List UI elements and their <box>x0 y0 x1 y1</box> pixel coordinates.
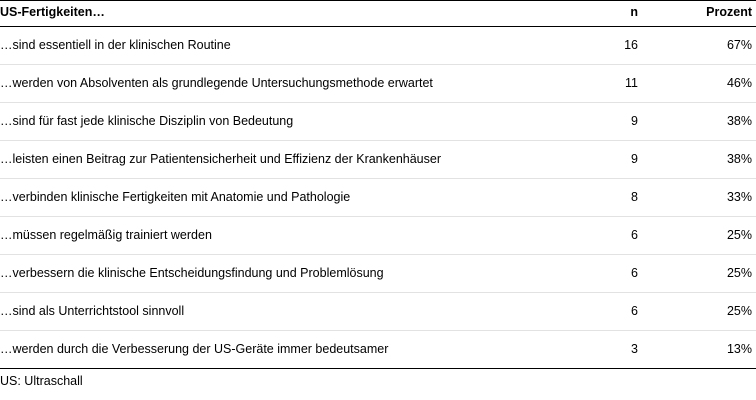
cell-statement: …sind essentiell in der klinischen Routine <box>0 27 542 65</box>
cell-percent: 25% <box>652 217 756 255</box>
cell-statement: …müssen regelmäßig trainiert werden <box>0 217 542 255</box>
cell-n: 16 <box>542 27 652 65</box>
cell-n: 6 <box>542 293 652 331</box>
cell-statement: …sind für fast jede klinische Disziplin von Bedeutung <box>0 103 542 141</box>
cell-statement: …leisten einen Beitrag zur Patientensicherheit und Effizienz der Krankenhäuser <box>0 141 542 179</box>
cell-percent: 38% <box>652 141 756 179</box>
cell-percent: 13% <box>652 331 756 369</box>
table-header-row <box>0 1 756 27</box>
table-row <box>0 217 756 255</box>
column-header-statement: US-Fertigkeiten… <box>0 1 542 27</box>
table-row <box>0 65 756 103</box>
cell-statement: …verbessern die klinische Entscheidungsfindung und Problemlösung <box>0 255 542 293</box>
table-row <box>0 27 756 65</box>
table-row <box>0 141 756 179</box>
table-row <box>0 331 756 369</box>
cell-percent: 25% <box>652 293 756 331</box>
table-header <box>0 1 756 27</box>
column-header-percent: Prozent <box>652 1 756 27</box>
table-body <box>0 27 756 369</box>
table-row <box>0 293 756 331</box>
cell-n: 3 <box>542 331 652 369</box>
cell-n: 6 <box>542 217 652 255</box>
cell-percent: 67% <box>652 27 756 65</box>
cell-n: 9 <box>542 141 652 179</box>
cell-n: 11 <box>542 65 652 103</box>
column-header-n: n <box>542 1 652 27</box>
cell-percent: 25% <box>652 255 756 293</box>
cell-statement: …werden von Absolventen als grundlegende Untersuchungsmethode erwartet <box>0 65 542 103</box>
cell-n: 8 <box>542 179 652 217</box>
table-row <box>0 255 756 293</box>
cell-percent: 38% <box>652 103 756 141</box>
table-row <box>0 103 756 141</box>
cell-percent: 33% <box>652 179 756 217</box>
table-footnote: US: Ultraschall <box>0 374 83 388</box>
cell-n: 6 <box>542 255 652 293</box>
cell-statement: …verbinden klinische Fertigkeiten mit Anatomie und Pathologie <box>0 179 542 217</box>
cell-n: 9 <box>542 103 652 141</box>
cell-statement: …werden durch die Verbesserung der US-Geräte immer bedeutsamer <box>0 331 542 369</box>
cell-statement: …sind als Unterrichtstool sinnvoll <box>0 293 542 331</box>
table-row <box>0 179 756 217</box>
cell-percent: 46% <box>652 65 756 103</box>
